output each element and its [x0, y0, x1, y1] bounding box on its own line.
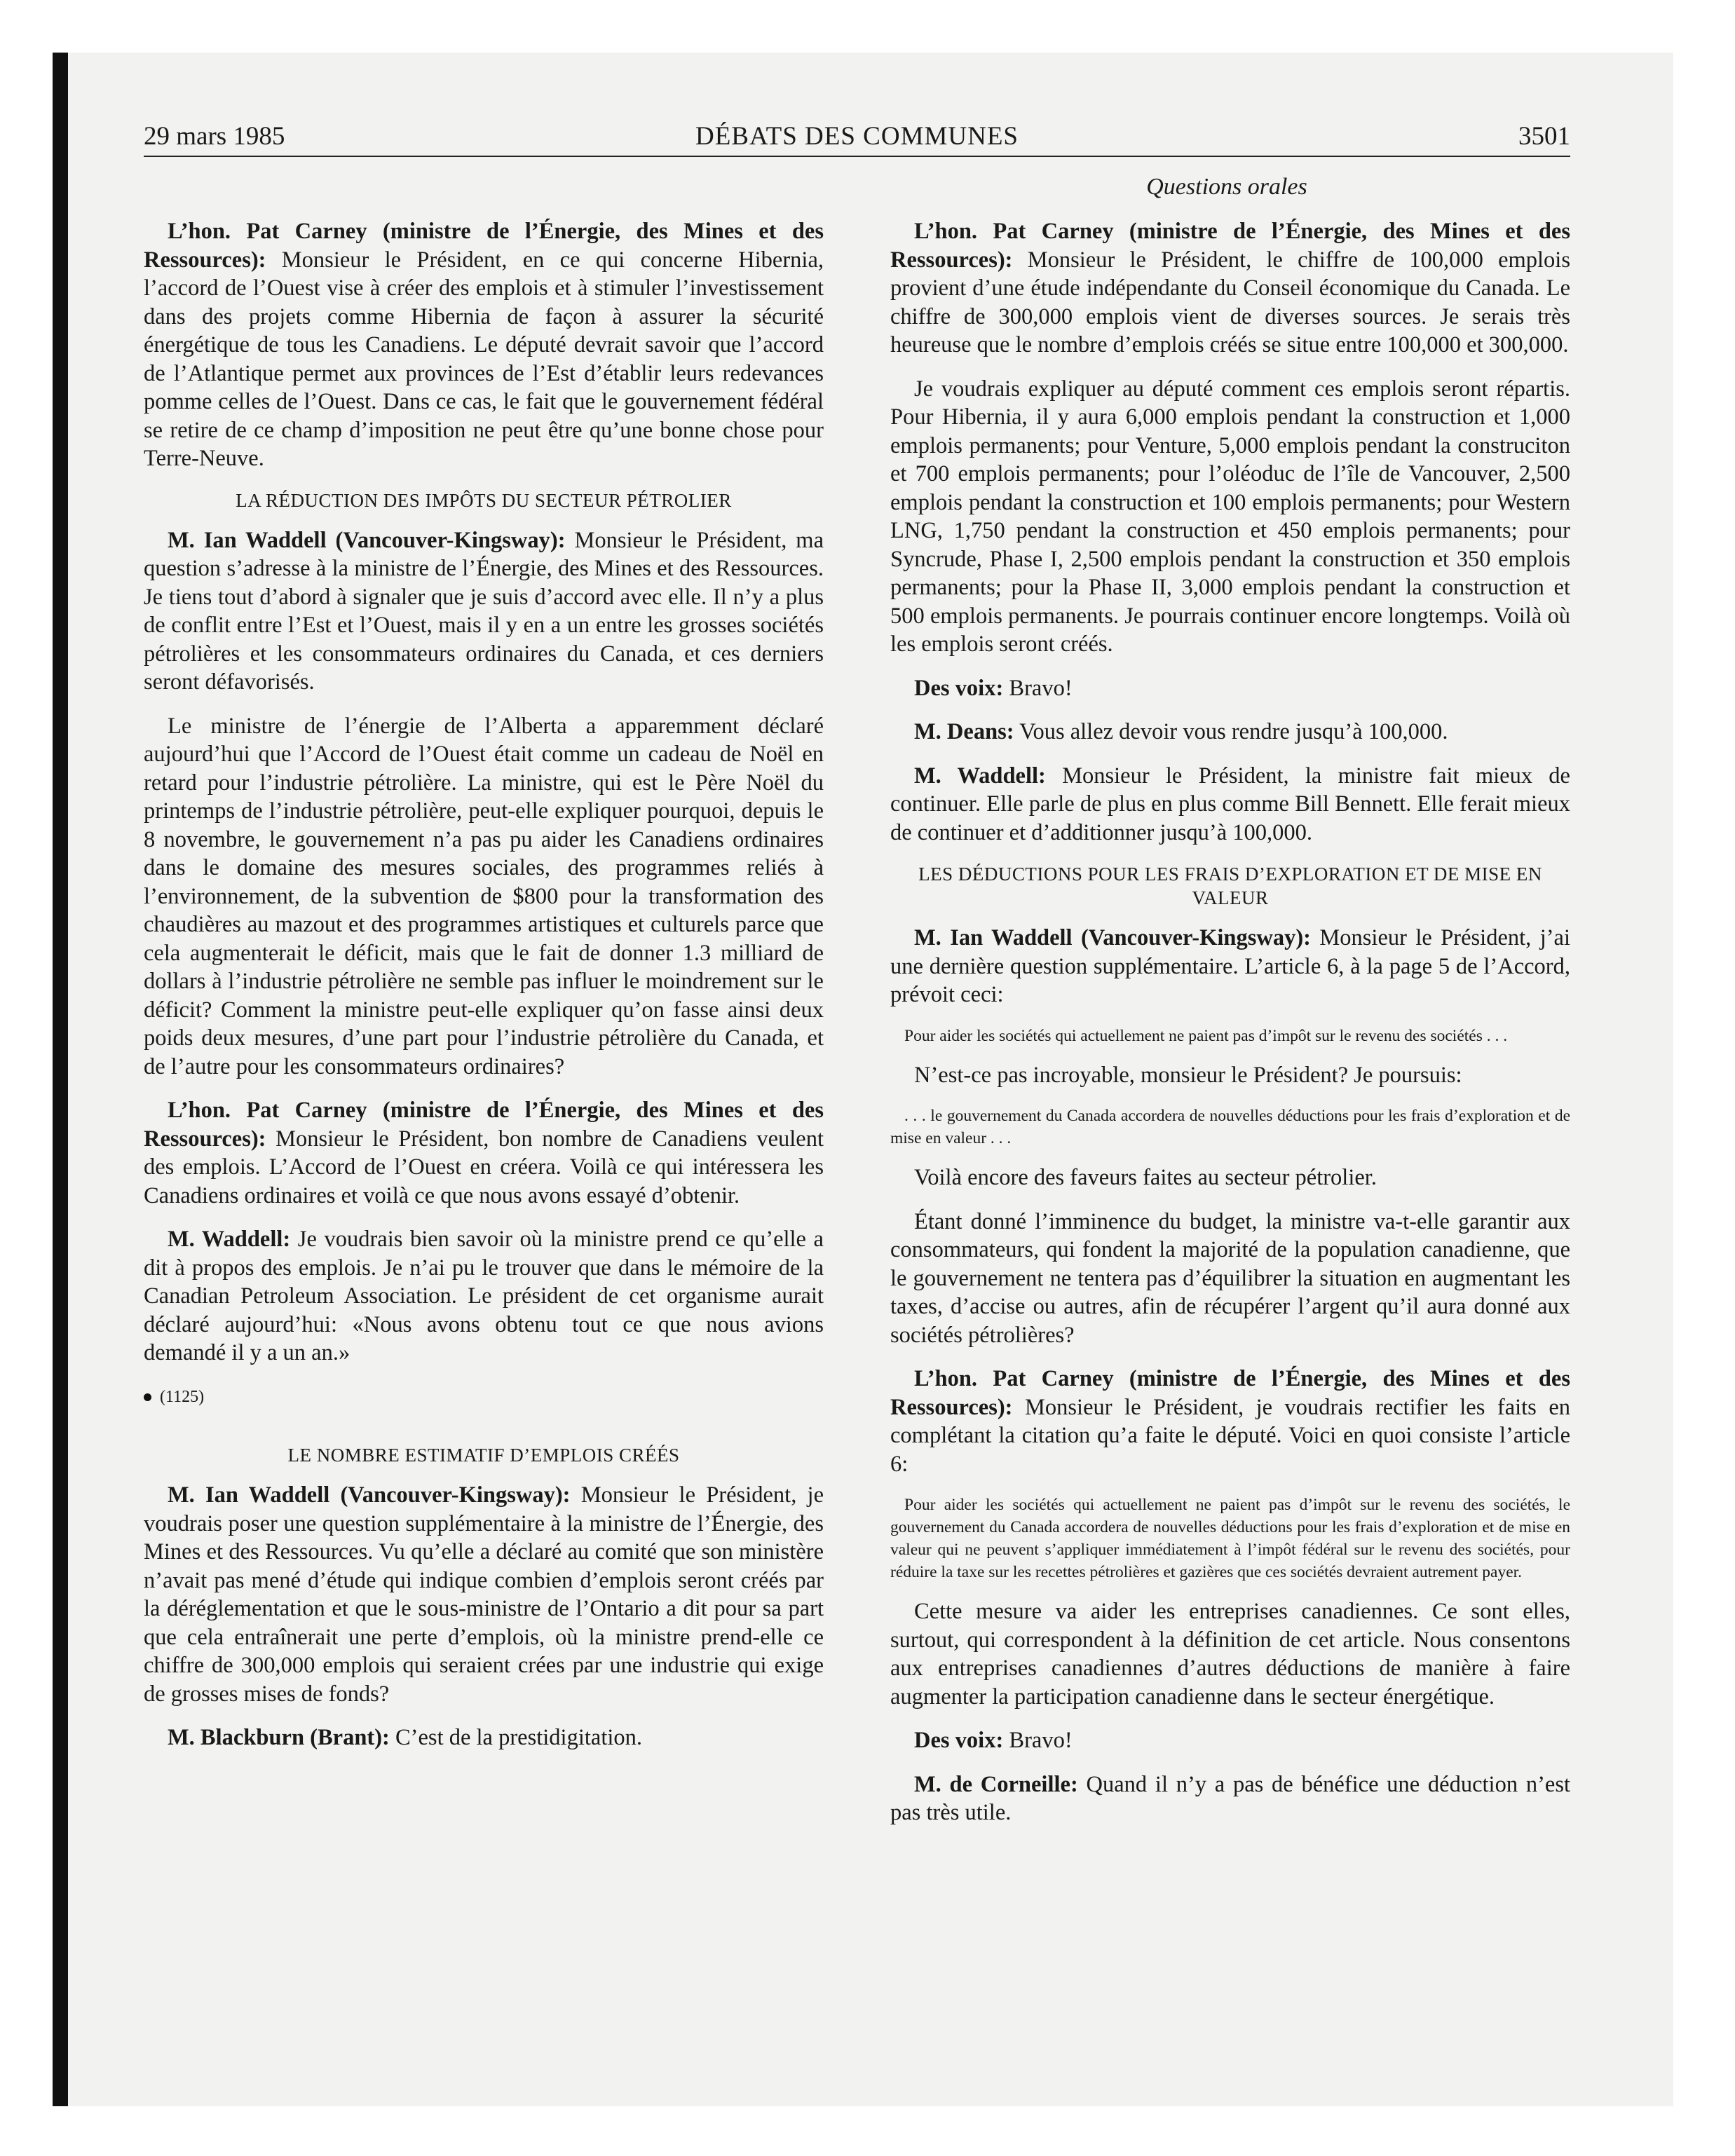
paragraph-text: Monsieur le Président, en ce qui concerne Hibernia, l’accord de l’Ouest vise à créer des emplois et à stimuler l’investissement dans des projets comme Hibernia de façon à assurer la sécurité énergétique de tous les Canadiens. Le député devrait savoir que l’accord de l’Atlantique permet aux provinces de l’Est d’établir leurs redevances pomme celles de l’Ouest. Dans ce cas, le fait que le gouvernement fédéral se retire de ce champ d’imposition ne peut être qu’une bonne chose pour Terre-Neuve.: [144, 247, 824, 471]
speaker-name: M. Ian Waddell (Vancouver-Kingsway):: [168, 1482, 571, 1508]
speaker-name: L’hon. Pat Carney (ministre de l’Énergie, des Mines et des Ressources):: [890, 1366, 1570, 1420]
paragraph: [144, 1724, 824, 1752]
paragraph-text: Monsieur le Président, j’ai une dernière question supplémentaire. L’article 6, à la page 5 de l’Accord, prévoit ceci:: [890, 925, 1570, 1007]
speaker-name: M. Deans:: [914, 719, 1014, 744]
paragraph: [890, 1770, 1570, 1827]
paragraph-text: Je voudrais expliquer au député comment ces emplois seront répartis. Pour Hibernia, il y aura 6,000 emplois pendant la construction et 1,000 emplois permanents; pour Venture, 5,000 emplois pendant la construciton et 700 emplois permanents; pour l’oléoduc de l’île de Vancouver, 2,500 emplois pendant la construction et 100 emplois permanents; pour Western LNG, 1,750 pendant la construction et 450 emplois permanents; pour Syncrude, Phase I, 2,500 emplois pendant la construction et 350 emplois permanents; pour la Phase II, 3,000 emplois pendant la construction et 500 emplois permanents. Je pourrais continuer encore longtemps. Voilà où les emplois seront créés.: [890, 376, 1570, 657]
paragraph: [890, 375, 1570, 659]
speaker-name: Des voix:: [914, 675, 1004, 701]
paragraph-text: C’est de la prestidigitation.: [389, 1725, 643, 1750]
paragraph-text: Voilà encore des faveurs faites au secteur pétrolier.: [914, 1165, 1377, 1190]
page-header: [144, 121, 1570, 156]
paragraph: [890, 1208, 1570, 1350]
paragraph-text: Monsieur le Président, je voudrais rectifier les faits en complétant la citation qu’a faite le député. Voici en quoi consiste l’article 6:: [890, 1394, 1570, 1477]
paragraph: [144, 712, 824, 1082]
paragraph-text: Monsieur le Président, bon nombre de Canadiens veulent des emplois. L’Accord de l’Ouest en créera. Voilà ce qui intéressera les Canadiens ordinaires et voilà ce que nous avons essayé d’obtenir.: [144, 1126, 824, 1208]
header-rule: [144, 156, 1570, 157]
speaker-name: L’hon. Pat Carney (ministre de l’Énergie, des Mines et des Ressources):: [144, 219, 824, 273]
paragraph-text: Le ministre de l’énergie de l’Alberta a apparemment déclaré aujourd’hui que l’Accord de l’Ouest était comme un cadeau de Noël en retard pour l’industrie pétrolière. La ministre, qui est le Père Noël du printemps de l’industrie pétrolière, peut-elle expliquer pourquoi, depuis le 8 novembre, le gouvernement n’a pas pu aider les Canadiens ordinaires dans le domaine des mesures sociales, des programmes reliés à l’environnement, de la subvention de $800 pour la transformation des chaudières au mazout et des programmes artistiques et culturels parce que cela augmenterait le déficit, mais que le fait de donner 1.3 milliard de dollars à l’industrie pétrolière ne semble pas influer le moindrement sur le déficit? Comment la ministre peut-elle expliquer qu’on fasse ainsi deux poids deux mesures, d’une part pour l’industrie pétrolière du Canada, et de l’autre pour les consommateurs ordinaires?: [144, 713, 824, 1079]
time-marker: [144, 1383, 824, 1412]
paragraph: [890, 1164, 1570, 1192]
paragraph: [890, 1726, 1570, 1755]
header-page-number: 3501: [1518, 122, 1570, 151]
scan-left-edge: [53, 53, 68, 2106]
paragraph-text: Je voudrais bien savoir où la ministre prend ce qu’elle a dit à propos des emplois. Je n’ai pu le trouver que dans le mémoire de la Canadian Petroleum Association. Le président de cet organisme aurait déclaré aujourd’hui: «Nous avons obtenu tout ce que nous avions demandé il y a un an.»: [144, 1227, 824, 1365]
section-heading: LA RÉDUCTION DES IMPÔTS DU SECTEUR PÉTROLIER: [236, 489, 732, 511]
quotation: . . . le gouvernement du Canada accordera de nouvelles déductions pour les frais d’exploration et de mise en valeur . . .: [890, 1107, 1570, 1147]
paragraph: [890, 217, 1570, 360]
speaker-name: M. Waddell:: [168, 1227, 291, 1252]
paragraph-text: Quand il n’y a pas de bénéfice une déduction n’est pas très utile.: [890, 1771, 1570, 1825]
paragraph: [890, 924, 1570, 1009]
paragraph: [890, 718, 1570, 746]
paragraph: [144, 526, 824, 697]
paragraph: [144, 1096, 824, 1210]
quotation: Pour aider les sociétés qui actuellement ne paient pas d’impôt sur le revenu des sociétés . . .: [904, 1026, 1508, 1045]
paragraph: [144, 1225, 824, 1367]
speaker-name: L’hon. Pat Carney (ministre de l’Énergie, des Mines et des Ressources):: [890, 219, 1570, 273]
speaker-name: L’hon. Pat Carney (ministre de l’Énergie, des Mines et des Ressources):: [144, 1098, 824, 1152]
paragraph: [890, 674, 1570, 703]
speaker-name: M. Ian Waddell (Vancouver-Kingsway):: [914, 925, 1311, 950]
paragraph-text: Vous allez devoir vous rendre jusqu’à 100,000.: [1014, 719, 1448, 744]
quotation: Pour aider les sociétés qui actuellement ne paient pas d’impôt sur le revenu des sociétés, le gouvernement du Canada accordera de nouvelles déductions pour les frais d’exploration et de mise en valeur qui ne peuvent s’appliquer immédiatement à l’impôt fédéral sur le revenu des sociétés, pour réduire la taxe sur les recettes pétrolières et gazières que ces sociétés devraient autrement payer.: [890, 1496, 1570, 1581]
paragraph-text: Bravo!: [1003, 1728, 1073, 1753]
speaker-name: M. Blackburn (Brant):: [168, 1725, 390, 1750]
time-marker-text: (1125): [160, 1387, 205, 1406]
paragraph: [144, 1481, 824, 1708]
paragraph: [890, 1365, 1570, 1478]
paragraph: [144, 217, 824, 473]
paragraph: [890, 762, 1570, 847]
paragraph: [890, 1061, 1570, 1090]
speaker-name: M. Waddell:: [914, 763, 1046, 789]
paragraph-text: Bravo!: [1003, 675, 1073, 701]
paragraph-text: Monsieur le Président, la ministre fait mieux de continuer. Elle parle de plus en plus comme Bill Bennett. Elle ferait mieux de continuer et d’additionner jusqu’à 100,000.: [890, 763, 1570, 845]
speaker-name: M. de Corneille:: [914, 1771, 1078, 1797]
paragraph-text: Monsieur le Président, je voudrais poser une question supplémentaire à la ministre de l’Énergie, des Mines et des Ressources. Vu qu’elle a déclaré au comité que son ministère n’avait pas mené d’étude qui indique combien d’emplois seront créés par la déréglementation et que le sous-ministre de l’Ontario a dit pour sa part que cela entraînerait une perte d’emplois, où la ministre prend-elle ce chiffre de 300,000 emplois qui seraient crées par une industrie qui exige de grosses mises de fonds?: [144, 1482, 824, 1707]
right-column: [890, 217, 1570, 1843]
speaker-name: M. Ian Waddell (Vancouver-Kingsway):: [168, 527, 566, 553]
paragraph: [890, 1597, 1570, 1711]
section-heading: LE NOMBRE ESTIMATIF D’EMPLOIS CRÉÉS: [287, 1445, 680, 1466]
paragraph-text: Étant donné l’imminence du budget, la ministre va-t-elle garantir aux consommateurs, qui fondent la majorité de la population canadienne, que le gouvernement ne tentera pas d’équilibrer la situation en augmentant les taxes, d’accise ou autres, afin de récupérer l’argent qu’il aura donné aux sociétés pétrolières?: [890, 1208, 1570, 1348]
paragraph-text: Cette mesure va aider les entreprises canadiennes. Ce sont elles, surtout, qui correspondent à la définition de cet article. Nous consentons aux entreprises canadiennes d’autres déductions de manière à faire augmenter la participation canadienne dans le secteur énergétique.: [890, 1599, 1570, 1710]
speaker-name: Des voix:: [914, 1728, 1004, 1753]
bullet-icon: [144, 1393, 151, 1401]
header-title: DÉBATS DES COMMUNES: [695, 122, 1019, 151]
paragraph-text: Monsieur le Président, ma question s’adresse à la ministre de l’Énergie, des Mines et des Ressources. Je tiens tout d’abord à signaler que je suis d’accord avec elle. Il n’y a plus de conflit entre l’Est et l’Ouest, mais il y en a un entre les grosses sociétés pétrolières et les consommateurs ordinaires du Canada, et ces derniers seront défavorisés.: [144, 527, 824, 695]
header-date: 29 mars 1985: [144, 122, 285, 151]
left-column: [144, 217, 824, 1768]
paragraph-text: Monsieur le Président, le chiffre de 100,000 emplois provient d’une étude indépendante du Conseil économique du Canada. Le chiffre de 300,000 emplois vient de diverses sources. Je serais très heureuse que le nombre d’emplois créés se situe entre 100,000 et 300,000.: [890, 247, 1570, 357]
section-heading: LES DÉDUCTIONS POUR LES FRAIS D’EXPLORATION ET DE MISE EN VALEUR: [918, 864, 1542, 908]
section-label: Questions orales: [1146, 174, 1307, 200]
paragraph-text: N’est-ce pas incroyable, monsieur le Président? Je poursuis:: [914, 1062, 1462, 1088]
